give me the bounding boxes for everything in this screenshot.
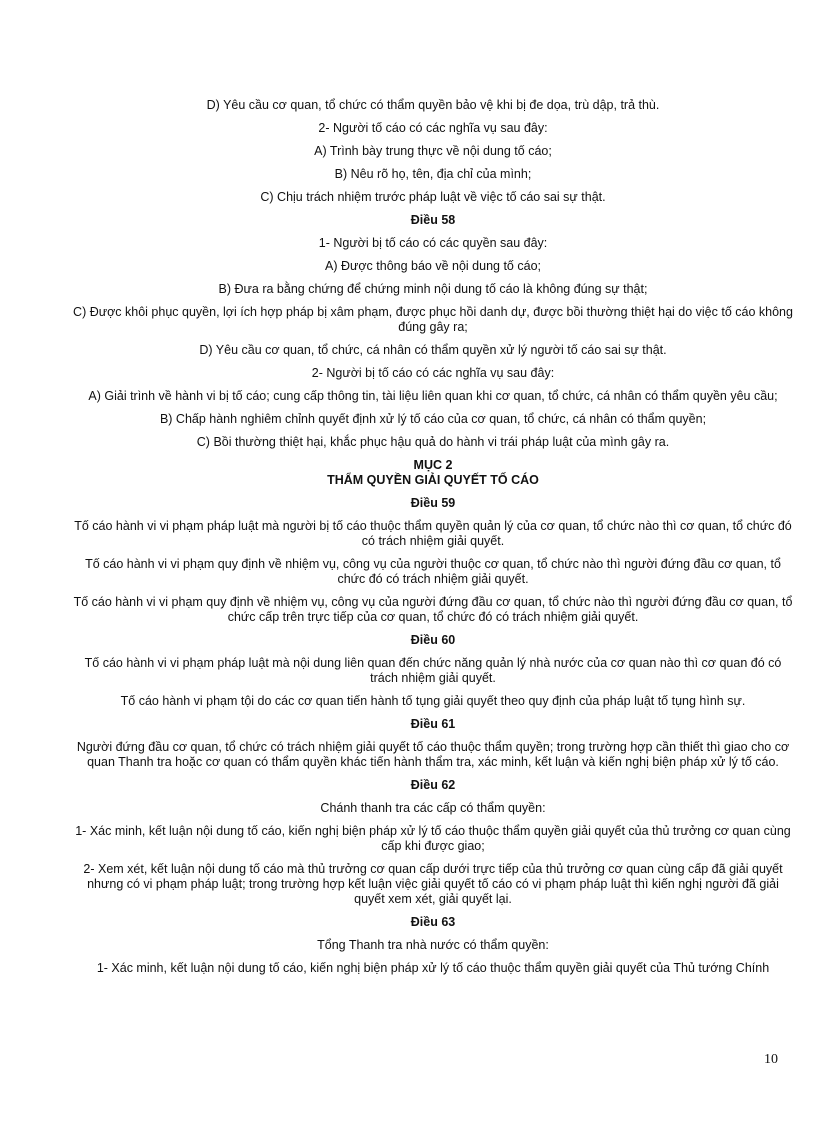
paragraph: Chánh thanh tra các cấp có thẩm quyền: <box>320 801 546 815</box>
paragraph: B) Nêu rõ họ, tên, địa chỉ của mình; <box>334 167 532 181</box>
section-label: MỤC 2 <box>413 458 453 472</box>
paragraph: 1- Xác minh, kết luận nội dung tố cáo, kiến nghị biện pháp xử lý tố cáo thuộc thẩm quyền giải quyết của Thủ tướng Chính <box>96 961 770 975</box>
paragraph: Tố cáo hành vi vi phạm pháp luật mà người bị tố cáo thuộc thẩm quyền quản lý của cơ quan, tổ chức nào thì cơ quan, tổ chức đó có trách nhiệm giải quyết. <box>74 519 792 548</box>
paragraph: 2- Xem xét, kết luận nội dung tố cáo mà thủ trưởng cơ quan cấp dưới trực tiếp của thủ trưởng cơ quan cùng cấp đã giải quyết nhưng có vi phạm pháp luật; trong trường hợp kết luận việc giải quyết tố cáo có vi phạm pháp luật thì kiến nghị người đã giải quyết xem xét, giải quyết lại. <box>83 862 783 906</box>
paragraph: 1- Người bị tố cáo có các quyền sau đây: <box>318 236 548 250</box>
article-heading-62: Điều 62 <box>410 778 456 792</box>
paragraph: 2- Người bị tố cáo có các nghĩa vụ sau đây: <box>311 366 555 380</box>
paragraph: B) Chấp hành nghiêm chỉnh quyết định xử lý tố cáo của cơ quan, tổ chức, cá nhân có thẩm quyền; <box>159 412 707 426</box>
section-title: THẨM QUYỀN GIẢI QUYẾT TỐ CÁO <box>327 473 539 487</box>
paragraph: Tố cáo hành vi vi phạm pháp luật mà nội dung liên quan đến chức năng quản lý nhà nước của cơ quan nào thì cơ quan đó có trách nhiệm giải quyết. <box>84 656 782 685</box>
article-heading-58: Điều 58 <box>410 213 456 227</box>
paragraph: 1- Xác minh, kết luận nội dung tố cáo, kiến nghị biện pháp xử lý tố cáo thuộc thẩm quyền giải quyết của thủ trưởng cơ quan cùng cấp khi được giao; <box>75 824 791 853</box>
paragraph: A) Giải trình về hành vi bị tố cáo; cung cấp thông tin, tài liệu liên quan khi cơ quan, tổ chức, cá nhân có thẩm quyền yêu cầu; <box>88 389 778 403</box>
paragraph: C) Bồi thường thiệt hại, khắc phục hậu quả do hành vi trái pháp luật của mình gây ra. <box>196 435 670 449</box>
paragraph: C) Chịu trách nhiệm trước pháp luật về việc tố cáo sai sự thật. <box>260 190 606 204</box>
article-heading-61: Điều 61 <box>410 717 456 731</box>
paragraph: Tố cáo hành vi vi phạm quy định về nhiệm vụ, công vụ của người đứng đầu cơ quan, tổ chức nào thì người đứng đầu cơ quan, tổ chức cấp trên trực tiếp của cơ quan, tổ chức đó có trách nhiệm giải quyết. <box>73 595 793 624</box>
paragraph: Tố cáo hành vi phạm tội do các cơ quan tiến hành tố tụng giải quyết theo quy định của pháp luật tố tụng hình sự. <box>120 694 746 708</box>
paragraph: A) Trình bày trung thực về nội dung tố cáo; <box>314 144 552 158</box>
document-body <box>72 98 794 984</box>
page-number: 10 <box>764 1052 778 1067</box>
paragraph: D) Yêu cầu cơ quan, tổ chức có thẩm quyền bảo vệ khi bị đe dọa, trù dập, trả thù. <box>206 98 660 112</box>
article-heading-60: Điều 60 <box>410 633 456 647</box>
paragraph: B) Đưa ra bằng chứng để chứng minh nội dung tố cáo là không đúng sự thật; <box>218 282 648 296</box>
paragraph: Tổng Thanh tra nhà nước có thẩm quyền: <box>317 938 549 952</box>
paragraph: D) Yêu cầu cơ quan, tổ chức, cá nhân có thẩm quyền xử lý người tố cáo sai sự thật. <box>199 343 667 357</box>
paragraph: Tố cáo hành vi vi phạm quy định về nhiệm vụ, công vụ của người thuộc cơ quan, tổ chức nào thì người đứng đầu cơ quan, tổ chức đó có trách nhiệm giải quyết. <box>85 557 781 586</box>
paragraph: 2- Người tố cáo có các nghĩa vụ sau đây: <box>318 121 548 135</box>
article-heading-59: Điều 59 <box>410 496 456 510</box>
paragraph: C) Được khôi phục quyền, lợi ích hợp pháp bị xâm phạm, được phục hồi danh dự, được bồi thường thiệt hại do việc tố cáo không đúng gây ra; <box>73 305 793 334</box>
paragraph: Người đứng đầu cơ quan, tổ chức có trách nhiệm giải quyết tố cáo thuộc thẩm quyền; trong trường hợp cần thiết thì giao cho cơ quan Thanh tra hoặc cơ quan có thẩm quyền khác tiến hành thẩm tra, xác minh, kết luận và kiến nghị biện pháp xử lý tố cáo. <box>76 740 790 769</box>
article-heading-63: Điều 63 <box>410 915 456 929</box>
paragraph: A) Được thông báo về nội dung tố cáo; <box>324 259 541 273</box>
